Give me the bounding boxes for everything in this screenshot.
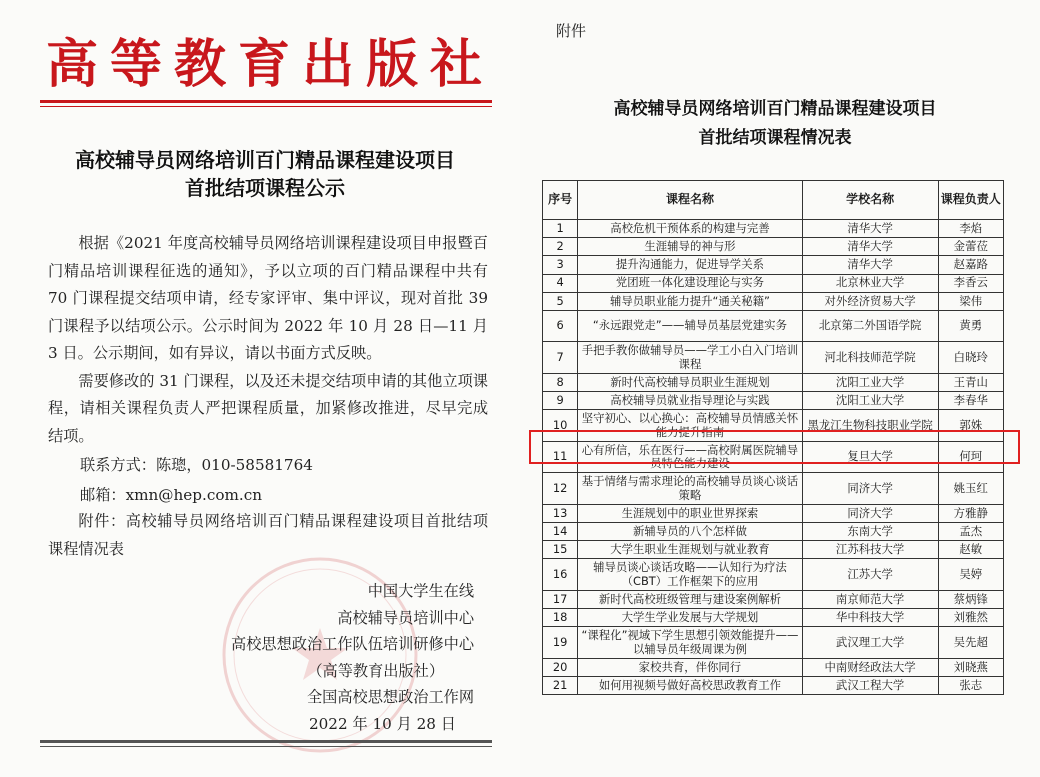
- signature-line-5: 全国高校思想政治工作网: [306, 688, 474, 707]
- cell-course: 党团班一体化建设理论与实务: [578, 274, 802, 292]
- cell-course: 坚守初心、以心换心：高校辅导员情感关怀能力提升指南: [578, 410, 802, 442]
- cell-school: 清华大学: [802, 256, 938, 274]
- cell-index: 17: [543, 590, 578, 608]
- cell-person: 白晓玲: [938, 342, 1003, 374]
- cell-school: 江苏科技大学: [802, 541, 938, 559]
- cell-course: 大学生职业生涯规划与就业教育: [578, 541, 802, 559]
- cell-school: 中南财经政法大学: [802, 658, 938, 676]
- table-row: [543, 310, 1004, 342]
- cell-index: 16: [543, 559, 578, 591]
- email-line: 邮箱：xmn@hep.com.cn: [80, 486, 262, 504]
- cell-person: 李春华: [938, 392, 1003, 410]
- cell-index: 9: [543, 392, 578, 410]
- cell-index: 6: [543, 310, 578, 342]
- footer-rule-thick: [40, 740, 492, 743]
- cell-index: 18: [543, 609, 578, 627]
- cell-course: 家校共育，伴你同行: [578, 658, 802, 676]
- signature-line-3: 高校思想政治工作队伍培训研修中心: [231, 635, 474, 654]
- cell-person: 何珂: [938, 441, 1003, 473]
- cell-index: 21: [543, 676, 578, 694]
- table-row: [543, 504, 1004, 522]
- cell-course: “永远跟党走”——辅导员基层党建实务: [578, 310, 802, 342]
- signature-line-2: 高校辅导员培训中心: [337, 608, 474, 627]
- cell-course: “课程化”视域下学生思想引领效能提升——以辅导员年级周课为例: [578, 627, 802, 659]
- cell-school: 北京第二外国语学院: [802, 310, 938, 342]
- cell-course: 提升沟通能力，促进导学关系: [578, 256, 802, 274]
- highlight-box-row-10: [529, 430, 1020, 464]
- table-row: [543, 609, 1004, 627]
- table-row: [543, 292, 1004, 310]
- header-course: 课程名称: [578, 181, 802, 220]
- cell-school: 华中科技大学: [802, 609, 938, 627]
- table-row: [543, 658, 1004, 676]
- table-row: [543, 627, 1004, 659]
- table-title-line1: 高校辅导员网络培训百门精品课程建设项目: [613, 99, 937, 119]
- cell-school: 同济大学: [802, 504, 938, 522]
- cell-index: 11: [543, 441, 578, 473]
- cell-index: 13: [543, 504, 578, 522]
- cell-person: 赵嘉路: [938, 256, 1003, 274]
- table-row: [543, 238, 1004, 256]
- header-person: 课程负责人: [938, 181, 1003, 220]
- cell-index: 4: [543, 274, 578, 292]
- cell-course: 生涯规划中的职业世界探索: [578, 504, 802, 522]
- table-row: [543, 274, 1004, 292]
- cell-school: 同济大学: [802, 473, 938, 505]
- contact-line: 联系方式：陈璁，010-58581764: [80, 456, 313, 474]
- cell-course: 新辅导员的八个怎样做: [578, 523, 802, 541]
- table-row: [543, 559, 1004, 591]
- cell-person: 吴婷: [938, 559, 1003, 591]
- cell-person: 赵敏: [938, 541, 1003, 559]
- signature-block: [231, 578, 474, 738]
- cell-course: 手把手教你做辅导员——学工小白入门培训课程: [578, 342, 802, 374]
- cell-person: 刘雅然: [938, 609, 1003, 627]
- cell-index: 1: [543, 220, 578, 238]
- cell-course: 高校辅导员就业指导理论与实践: [578, 392, 802, 410]
- cell-index: 2: [543, 238, 578, 256]
- table-row: [543, 676, 1004, 694]
- signature-line-4: （高等教育出版社）: [307, 661, 444, 680]
- cell-course: 心有所信，乐在医行——高校附属医院辅导员特色能力建设: [578, 441, 802, 473]
- cell-index: 14: [543, 523, 578, 541]
- cell-index: 15: [543, 541, 578, 559]
- table-row: [543, 220, 1004, 238]
- notice-paragraph-2: 需要修改的 31 门课程，以及还未提交结项申请的其他立项课程，请相关课程负责人严把课程质量，加紧修改推进，尽早完成结项。: [48, 371, 488, 445]
- cell-person: 姚玉红: [938, 473, 1003, 505]
- signature-date: 2022 年 10 月 28 日: [308, 714, 456, 733]
- cell-person: 王青山: [938, 373, 1003, 391]
- publisher-masthead: 高等教育出版社: [45, 34, 494, 95]
- cell-school: 北京林业大学: [802, 274, 938, 292]
- cell-person: 黄勇: [938, 310, 1003, 342]
- cell-school: 对外经济贸易大学: [802, 292, 938, 310]
- cell-school: 武汉工程大学: [802, 676, 938, 694]
- masthead-rule-thick: [40, 100, 492, 103]
- table-header-row: [543, 181, 1004, 220]
- cell-person: 方雅静: [938, 504, 1003, 522]
- cell-course: 大学生学业发展与大学规划: [578, 609, 802, 627]
- table-row: [543, 473, 1004, 505]
- cell-school: 武汉理工大学: [802, 627, 938, 659]
- annex-label: 附件: [556, 22, 587, 40]
- cell-index: 20: [543, 658, 578, 676]
- masthead-rule-thin: [40, 106, 492, 107]
- table-row: [543, 342, 1004, 374]
- cell-person: 张志: [938, 676, 1003, 694]
- footer-rule-thin: [40, 746, 492, 747]
- cell-school: 江苏大学: [802, 559, 938, 591]
- cell-school: 复旦大学: [802, 441, 938, 473]
- notice-title-line1: 高校辅导员网络培训百门精品课程建设项目: [75, 148, 455, 172]
- cell-person: 金蕾莅: [938, 238, 1003, 256]
- notice-body: [48, 230, 488, 450]
- cell-course: 新时代高校辅导员职业生涯规划: [578, 373, 802, 391]
- cell-course: 基于情绪与需求理论的高校辅导员谈心谈话策略: [578, 473, 802, 505]
- cell-school: 东南大学: [802, 523, 938, 541]
- cell-school: 黑龙江生物科技职业学院: [802, 410, 938, 442]
- cell-person: 刘晓燕: [938, 658, 1003, 676]
- cell-person: 李香云: [938, 274, 1003, 292]
- cell-course: 如何用视频号做好高校思政教育工作: [578, 676, 802, 694]
- cell-course: 辅导员职业能力提升“通关秘籍”: [578, 292, 802, 310]
- table-title-line2: 首批结项课程情况表: [698, 128, 852, 148]
- table-row: [543, 541, 1004, 559]
- signature-line-1: 中国大学生在线: [367, 582, 474, 600]
- cell-person: 郭姝: [938, 410, 1003, 442]
- cell-person: 孟杰: [938, 523, 1003, 541]
- cell-index: 19: [543, 627, 578, 659]
- table-row: [543, 373, 1004, 391]
- cell-index: 7: [543, 342, 578, 374]
- table-row: [543, 523, 1004, 541]
- notice-title-line2: 首批结项课程公示: [185, 176, 345, 200]
- cell-index: 12: [543, 473, 578, 505]
- cell-course: 高校危机干预体系的构建与完善: [578, 220, 802, 238]
- header-index: 序号: [543, 181, 578, 220]
- table-row: [543, 256, 1004, 274]
- cell-course: 辅导员谈心谈话攻略——认知行为疗法（CBT）工作框架下的应用: [578, 559, 802, 591]
- cell-index: 3: [543, 256, 578, 274]
- table-row: [543, 590, 1004, 608]
- cell-course: 新时代高校班级管理与建设案例解析: [578, 590, 802, 608]
- cell-person: 梁伟: [938, 292, 1003, 310]
- cell-index: 8: [543, 373, 578, 391]
- cell-person: 蔡炳锋: [938, 590, 1003, 608]
- cell-school: 河北科技师范学院: [802, 342, 938, 374]
- cell-index: 10: [543, 410, 578, 442]
- cell-school: 沈阳工业大学: [802, 392, 938, 410]
- cell-course: 生涯辅导的神与形: [578, 238, 802, 256]
- table-row: [543, 392, 1004, 410]
- header-school: 学校名称: [802, 181, 938, 220]
- cell-school: 南京师范大学: [802, 590, 938, 608]
- cell-person: 吴先超: [938, 627, 1003, 659]
- cell-index: 5: [543, 292, 578, 310]
- cell-school: 沈阳工业大学: [802, 373, 938, 391]
- cell-school: 清华大学: [802, 220, 938, 238]
- cell-person: 李焰: [938, 220, 1003, 238]
- cell-school: 清华大学: [802, 238, 938, 256]
- attachment-text: 附件：高校辅导员网络培训百门精品课程建设项目首批结项课程情况表: [48, 512, 488, 558]
- notice-paragraph-1: 根据《2021 年度高校辅导员网络培训课程建设项目申报暨百门精品培训课程征选的通知》，予以立项的百门精品课程中共有 70 门课程提交结项申请，经专家评审、集中评议，现对首批 39 门课程予以结项公示。公示时间为 2022 年 10 月 28 日—11 月 3 日。公示期间，如有异议，请以书面方式反映。: [48, 234, 488, 362]
